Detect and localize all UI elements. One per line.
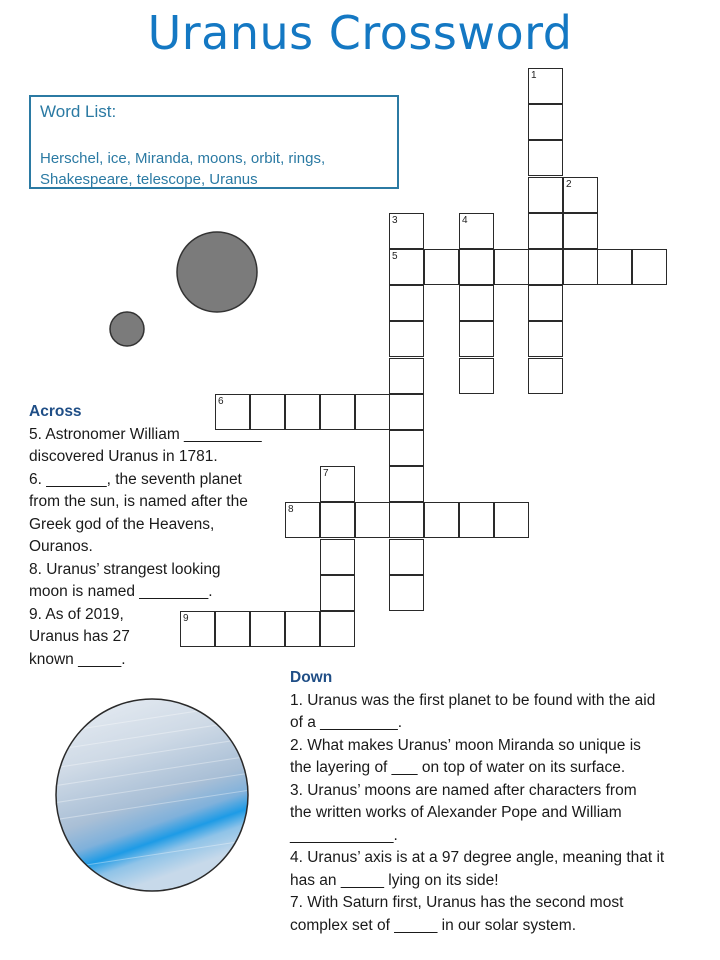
crossword-cell[interactable]: [389, 249, 424, 285]
clue-line: discovered Uranus in 1781.: [29, 448, 218, 465]
clue-line: has an _____ lying on its side!: [290, 871, 499, 889]
clue-line: 3. Uranus’ moons are named after characters from: [290, 781, 637, 799]
clue-line: known _____.: [29, 650, 126, 668]
across-clues: [29, 401, 289, 671]
crossword-cell[interactable]: [528, 104, 563, 140]
clue-line: moon is named ________.: [29, 583, 213, 600]
crossword-cell[interactable]: [389, 394, 424, 430]
clue-line: 9. As of 2019,: [29, 605, 124, 623]
clue-line: the written works of Alexander Pope and William: [290, 804, 622, 821]
uranus-planet: [40, 699, 270, 891]
crossword-cell[interactable]: [320, 394, 355, 430]
down-clues: [290, 667, 710, 937]
crossword-cell[interactable]: [389, 575, 424, 611]
clue-line: ____________.: [290, 826, 398, 844]
clue-line: Greek god of the Heavens,: [29, 515, 215, 533]
crossword-cell[interactable]: [459, 285, 494, 321]
clue-number: 6: [218, 395, 224, 407]
clue-line: 4. Uranus’ axis is at a 97 degree angle, meaning that it: [290, 849, 665, 866]
clue-line: 2. What makes Uranus’ moon Miranda so unique is: [290, 736, 641, 754]
crossword-cell[interactable]: [494, 502, 529, 538]
clue-line: 7. With Saturn first, Uranus has the second most: [290, 894, 624, 911]
crossword-cell[interactable]: [563, 177, 598, 213]
crossword-cell[interactable]: [424, 502, 459, 538]
across-heading: Across: [29, 403, 82, 420]
clue-line: the layering of ___ on top of water on its surface.: [290, 759, 626, 776]
crossword-cell[interactable]: [389, 539, 424, 575]
clue-number: 9: [183, 613, 189, 624]
crossword-cell[interactable]: [320, 611, 355, 647]
crossword-cell[interactable]: [389, 285, 424, 321]
crossword-cell[interactable]: [320, 575, 355, 611]
page-title: Uranus Crossword: [147, 6, 573, 60]
crossword-cell[interactable]: [389, 213, 424, 249]
clue-number: 2: [566, 178, 572, 190]
clue-number: 3: [392, 214, 398, 226]
crossword-cell[interactable]: [389, 358, 424, 394]
crossword-cell[interactable]: [355, 502, 390, 538]
clue-number: 1: [531, 70, 537, 81]
crossword-cell[interactable]: [528, 321, 563, 357]
clue-number: 7: [323, 468, 329, 480]
crossword-cell[interactable]: [528, 249, 563, 285]
clue-line: complex set of _____ in our solar system.: [290, 916, 577, 934]
clue-number: 5: [392, 251, 398, 262]
clue-line: 5. Astronomer William _________: [29, 425, 262, 443]
crossword-cell[interactable]: [320, 502, 355, 538]
moon-large: [177, 232, 257, 312]
crossword-cell[interactable]: [389, 321, 424, 357]
crossword-cell[interactable]: [459, 358, 494, 394]
crossword-cell[interactable]: [528, 285, 563, 321]
crossword-cell[interactable]: [632, 249, 667, 285]
crossword-cell[interactable]: [320, 539, 355, 575]
word-list-words: Herschel, ice, Miranda, moons, orbit, rings, Shakespeare, telescope, Uranus: [40, 150, 326, 188]
crossword-cell[interactable]: [285, 502, 320, 538]
moon-small: [110, 312, 144, 346]
crossword-cell[interactable]: [597, 249, 632, 285]
down-heading: Down: [290, 669, 333, 686]
clue-line: Ouranos.: [29, 538, 93, 555]
crossword-cell[interactable]: [320, 466, 355, 502]
crossword-cell[interactable]: [528, 213, 563, 249]
word-list-heading: Word List:: [40, 102, 117, 121]
crossword-cell[interactable]: [459, 249, 494, 285]
clue-line: 1. Uranus was the first planet to be found with the aid: [290, 691, 656, 709]
crossword-cell[interactable]: [389, 430, 424, 466]
crossword-cell[interactable]: [285, 611, 320, 647]
crossword-cell[interactable]: [563, 249, 598, 285]
clue-line: Uranus has 27: [29, 628, 130, 645]
crossword-cell[interactable]: [528, 68, 563, 104]
crossword-cell[interactable]: [389, 466, 424, 502]
crossword-cell[interactable]: [424, 249, 459, 285]
crossword-cell[interactable]: [459, 502, 494, 538]
crossword-cell[interactable]: [528, 140, 563, 176]
crossword-cell[interactable]: [389, 502, 424, 538]
clue-line: 6. _______, the seventh planet: [29, 470, 242, 488]
clue-line: of a _________.: [290, 714, 403, 731]
crossword-cell[interactable]: [528, 177, 563, 213]
crossword-cell[interactable]: [459, 213, 494, 249]
clue-line: from the sun, is named after the: [29, 493, 248, 510]
crossword-cell[interactable]: [528, 358, 563, 394]
crossword-cell[interactable]: [459, 321, 494, 357]
clue-line: 8. Uranus’ strangest looking: [29, 560, 221, 578]
crossword-cell[interactable]: [285, 394, 320, 430]
crossword-cell[interactable]: [494, 249, 529, 285]
crossword-cell[interactable]: [563, 213, 598, 249]
clue-number: 4: [462, 214, 468, 226]
crossword-cell[interactable]: [355, 394, 390, 430]
clue-number: 8: [288, 504, 294, 516]
